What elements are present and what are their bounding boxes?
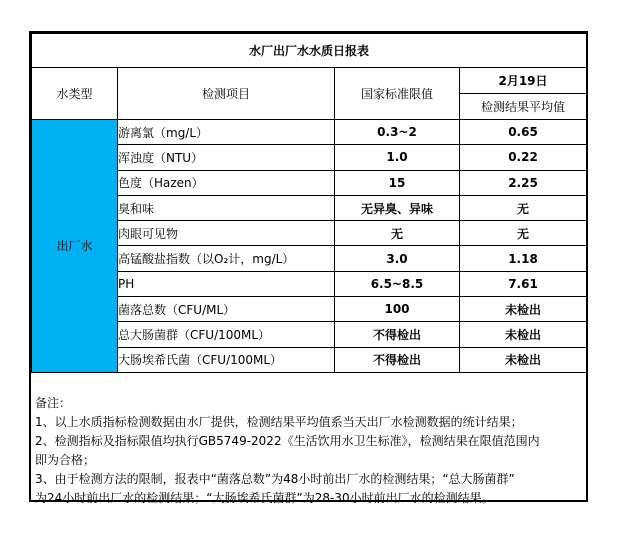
item-cell: 色度（Hazen）	[118, 170, 335, 195]
result-cell: 未检出	[460, 322, 587, 347]
standard-cell: 无异臭、异味	[335, 195, 460, 220]
item-cell: PH	[118, 271, 335, 296]
water-type-cell: 出厂水	[32, 120, 118, 373]
result-cell: 0.65	[460, 120, 587, 145]
table-row	[32, 120, 587, 145]
item-cell: 高锰酸盐指数（以O₂计，mg/L）	[118, 246, 335, 271]
note-line-4: 3、由于检测方法的限制，报表中“菌落总数”为48小时前出厂水的检测结果；“总大肠菌群”	[35, 471, 515, 486]
header-row-1	[32, 68, 587, 94]
item-cell: 浑浊度（NTU）	[118, 145, 335, 170]
result-cell: 0.22	[460, 145, 587, 170]
standard-cell: 100	[335, 297, 460, 322]
header-date: 2月19日	[460, 68, 587, 94]
header-result-avg: 检测结果平均值	[460, 94, 587, 120]
note-line-3: 即为合格；	[35, 452, 96, 467]
item-cell: 大肠埃希氏菌（CFU/100ML）	[118, 347, 335, 372]
item-cell: 游离氯（mg/L）	[118, 120, 335, 145]
report-title: 水厂出厂水水质日报表	[32, 34, 587, 68]
result-cell: 未检出	[460, 347, 587, 372]
result-cell: 未检出	[460, 297, 587, 322]
result-cell: 7.61	[460, 271, 587, 296]
standard-cell: 0.3~2	[335, 120, 460, 145]
notes-section	[31, 373, 586, 508]
report-frame	[29, 31, 588, 505]
header-standard: 国家标准限值	[335, 68, 460, 120]
note-line-1: 1、以上水质指标检测数据由水厂提供，检测结果平均值系当天出厂水检测数据的统计结果；	[35, 414, 523, 429]
header-item: 检测项目	[118, 68, 335, 120]
result-cell: 2.25	[460, 170, 587, 195]
item-cell: 总大肠菌群（CFU/100ML）	[118, 322, 335, 347]
standard-cell: 15	[335, 170, 460, 195]
standard-cell: 不得检出	[335, 347, 460, 372]
item-cell: 臭和味	[118, 195, 335, 220]
note-line-5: 为24小时前出厂水的检测结果；“大肠埃希氏菌群”为28-30小时前出厂水的检测结果。	[35, 490, 494, 505]
result-cell: 无	[460, 195, 587, 220]
standard-cell: 3.0	[335, 246, 460, 271]
item-cell: 肉眼可见物	[118, 221, 335, 246]
title-row	[32, 34, 587, 68]
result-cell: 无	[460, 221, 587, 246]
water-quality-table	[31, 33, 587, 373]
header-water-type: 水类型	[32, 68, 118, 120]
notes-label: 备注：	[35, 395, 72, 410]
item-cell: 菌落总数（CFU/ML）	[118, 297, 335, 322]
note-line-2: 2、检测指标及指标限值均执行GB5749-2022《生活饮用水卫生标准》，检测结果在限值范围内	[35, 433, 540, 448]
standard-cell: 无	[335, 221, 460, 246]
result-cell: 1.18	[460, 246, 587, 271]
standard-cell: 不得检出	[335, 322, 460, 347]
standard-cell: 1.0	[335, 145, 460, 170]
standard-cell: 6.5~8.5	[335, 271, 460, 296]
